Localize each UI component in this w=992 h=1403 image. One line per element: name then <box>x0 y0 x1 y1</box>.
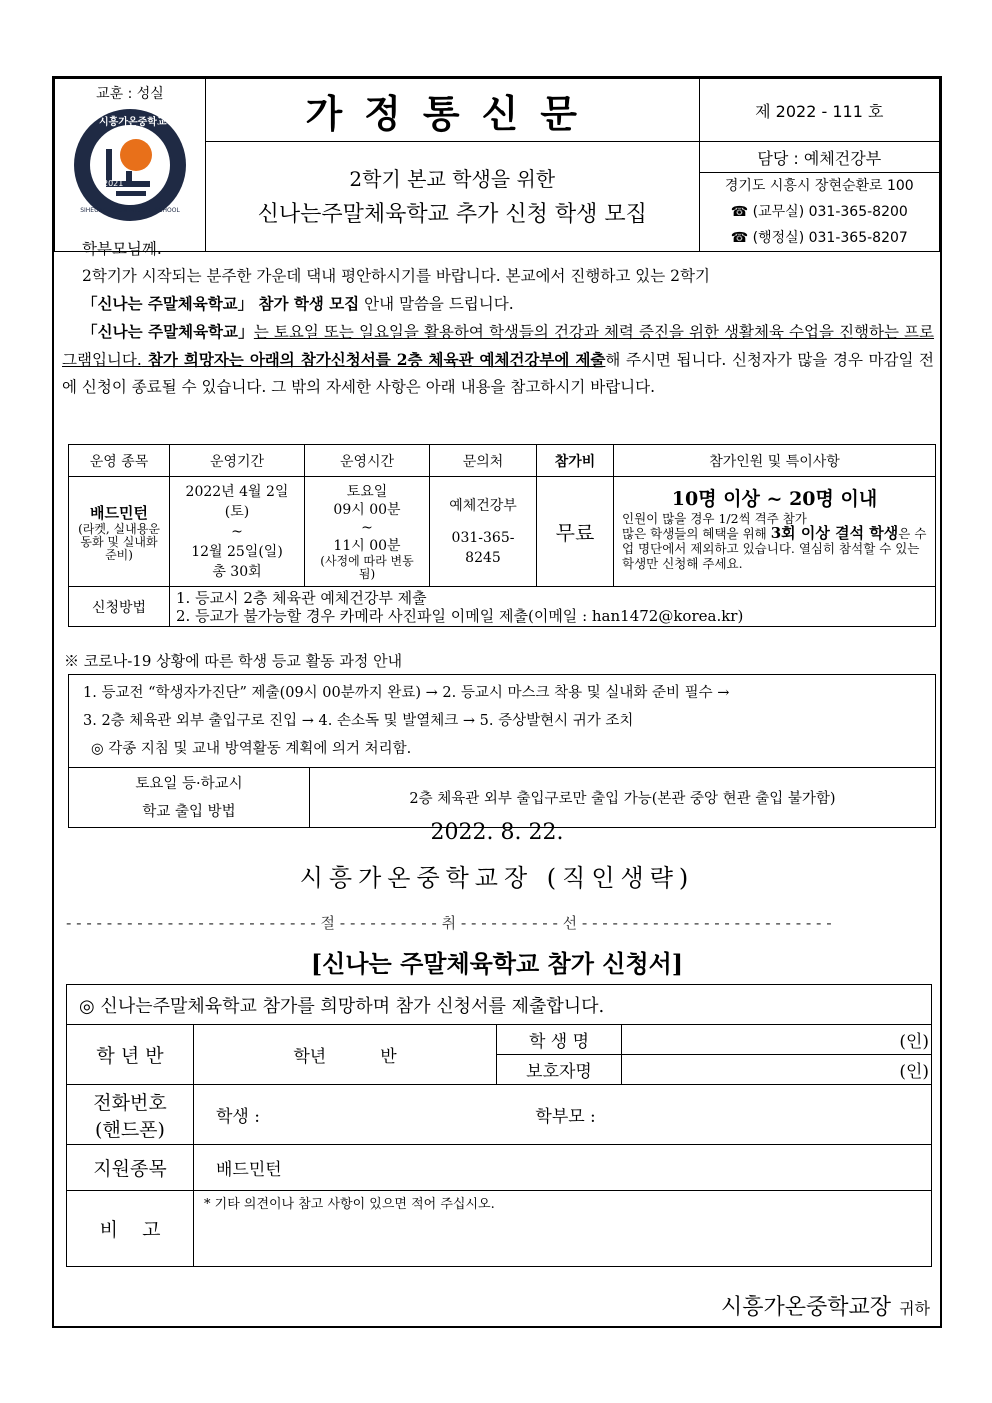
program-description: 는 토요일 또는 일요일을 활용하여 학생들의 건강과 체력 증진을 위한 생활체육 수업을 진행하는 프로그램입니다. <box>62 323 935 369</box>
student-name-label: 학 생 명 <box>497 1025 622 1055</box>
fee-value: 무료 <box>537 477 614 587</box>
header-fee: 참가비 <box>537 445 614 477</box>
apply-methods <box>170 587 936 627</box>
program-name-bold: 「신나는 주말체육학교」 참가 학생 모집 <box>82 294 360 313</box>
principal-signature: 시흥가온중학교장 (직인생략) <box>299 864 695 892</box>
subtitle-line-1: 2학기 본교 학생을 위한 <box>349 166 556 191</box>
route-label-2: 학교 출입 방법 <box>142 803 236 820</box>
form-intro: ◎ 신나는주말체육학교 참가를 희망하며 참가 신청서를 제출합니다. <box>67 985 932 1025</box>
greeting: 학부모님께. <box>82 240 162 258</box>
apply-label: 신청방법 <box>69 587 170 627</box>
period-end: 12월 25일(일) <box>191 543 283 560</box>
header-period: 운영기간 <box>170 445 305 477</box>
period-tilde: ~ <box>231 523 243 540</box>
phone-parent-label: 학부모 : <box>535 1107 596 1127</box>
phone-label: 전화번호 (핸드폰) <box>67 1085 194 1145</box>
notes-cell <box>614 477 936 587</box>
student-name-input[interactable]: (인) <box>622 1025 932 1055</box>
parent-name-label: 보호자명 <box>497 1055 622 1085</box>
school-motto: 교훈 : 성실 <box>96 86 164 102</box>
submission-instruction: 참가 희망자는 아래의 참가신청서를 2층 체육관 예체건강부에 제출 <box>141 350 606 369</box>
time-note: (사정에 따라 변동됨) <box>320 553 414 581</box>
header-sport: 운영 종목 <box>69 445 170 477</box>
time-tilde: ~ <box>361 519 373 536</box>
closing-recipient: 시흥가온중학교장 <box>721 1295 892 1320</box>
sport-cell <box>69 477 170 587</box>
phone-inputs[interactable] <box>194 1085 932 1145</box>
note-b-text: 많은 학생들의 혜택을 위해 <box>622 526 771 541</box>
note-c-text: 은 수업 명단에서 제외하고 있습니다. 열심히 참석할 수 있는 학생만 신청해 주세요. <box>622 526 927 571</box>
sport-note: (라켓, 실내용운동화 및 실내화 준비) <box>78 521 160 562</box>
remark-label: 비 고 <box>67 1191 194 1267</box>
cut-line: - - - - - - - - - - - - - - - - - - - - - - - - - 절 - - - - - - - - - - 취 - - - - - - - - - - 선 - - - - - - - - - - - - - - - - - - - - - - - - - <box>66 914 832 932</box>
capacity: 10명 이상 ~ 20명 이내 <box>671 488 878 510</box>
subtitle-cell <box>205 142 699 252</box>
grade-input[interactable]: 학년 반 <box>194 1025 497 1085</box>
note-b <box>622 526 927 571</box>
letter-body <box>62 236 934 401</box>
program-name-bold-2: 「신나는 주말체육학교」 <box>82 322 254 341</box>
logo-english-text: SIHEUNG GAON MIDDLE SCHOOL <box>80 207 180 214</box>
subtitle-line-2: 신나는주말체육학교 추가 신청 학생 모집 <box>257 201 647 227</box>
logo-text: 시흥가온중학교 <box>99 117 167 128</box>
school-address: 경기도 시흥시 장현순환로 100 <box>724 178 914 194</box>
time-cell <box>305 477 430 587</box>
route-label <box>69 768 310 828</box>
phone-office: ☎ (교무실) 031-365-8200 <box>730 204 908 220</box>
time-end: 11시 00분 <box>333 537 401 554</box>
application-form <box>66 984 932 1267</box>
contact-cell-info <box>430 477 537 587</box>
covid-note: ※ 코로나-19 상황에 따른 학생 등교 활동 과정 안내 <box>64 652 403 670</box>
manager-label: 담당 : 예체건강부 <box>699 142 939 173</box>
period-total: 총 30회 <box>212 563 262 580</box>
header-time: 운영시간 <box>305 445 430 477</box>
note-a: 인원이 많을 경우 1/2씩 격주 참가 <box>622 511 807 526</box>
period-cell <box>170 477 305 587</box>
sport-value[interactable]: 배드민턴 <box>194 1145 932 1191</box>
closing-line <box>721 1290 930 1321</box>
paragraph-2-rest: 해 주시면 됩니다. 신청자가 많을 경우 마감일 전에 신청이 종료될 수 있습니다. 그 밖의 자세한 사항은 아래 내용을 참고하시기 바랍니다. <box>62 351 935 396</box>
paragraph-1 <box>62 263 934 290</box>
remark-input[interactable]: * 기타 의견이나 참고 사항이 있으면 적어 주십시오. <box>194 1191 932 1267</box>
contact-dept: 예체건강부 <box>449 497 517 514</box>
form-title: [신나는 주말체육학교 참가 신청서] <box>310 949 684 978</box>
logo-year: 2021 <box>103 179 124 188</box>
route-label-1: 토요일 등·하교시 <box>135 775 243 792</box>
paragraph-1b-text: 안내 말씀을 드립니다. <box>359 295 514 313</box>
apply-method-2: 2. 등교가 불가능할 경우 카메라 사진파일 이메일 제출(이메일 : han1472@korea.kr) <box>176 606 744 625</box>
paragraph-1b <box>62 290 934 318</box>
absence-rule: 3회 이상 결석 학생 <box>770 524 899 542</box>
header-notes: 참가인원 및 특이사항 <box>614 445 936 477</box>
grade-label: 학 년 반 <box>67 1025 194 1085</box>
issue-date: 2022. 8. 22. <box>430 820 564 845</box>
paragraph-2 <box>62 318 934 401</box>
covid-table <box>68 674 936 828</box>
program-info-table <box>68 444 936 627</box>
letter-header <box>54 78 940 252</box>
header-contact: 문의처 <box>430 445 537 477</box>
apply-method-1: 1. 등교시 2층 체육관 예체건강부 제출 <box>176 588 427 607</box>
time-start: 09시 00분 <box>333 501 401 518</box>
document-frame <box>52 76 942 1328</box>
period-start: 2022년 4월 2일(토) <box>185 483 289 520</box>
route-value: 2층 체육관 외부 출입구로만 출입 가능(본관 중앙 현관 출입 불가함) <box>310 768 936 828</box>
covid-line-2: 3. 2층 체육관 외부 출입구로 진입 → 4. 손소독 및 발열체크 → 5. 증상발현시 귀가 조치 <box>83 713 634 729</box>
document-number: 제 2022 - 111 호 <box>699 79 939 142</box>
paragraph-1-text: 2학기가 시작되는 분주한 가운데 댁내 평안하시기를 바랍니다. 본교에서 진행하고 있는 2학기 <box>82 267 710 285</box>
covid-line-3: ◎ 각종 지침 및 교내 방역활동 계획에 의거 처리함. <box>91 741 412 757</box>
closing-suffix: 귀하 <box>899 1299 930 1318</box>
page-title: 가정통신문 <box>205 79 699 142</box>
sport-name: 배드민턴 <box>90 503 148 522</box>
phone-admin: ☎ (행정실) 031-365-8207 <box>730 230 908 246</box>
school-logo-cell <box>55 79 206 252</box>
covid-line-1: 1. 등교전 “학생자가진단” 제출(09시 00분까지 완료) → 2. 등교시 마스크 착용 및 실내화 준비 필수 → <box>83 685 730 701</box>
time-day: 토요일 <box>346 483 388 500</box>
phone-student-label: 학생 : <box>216 1107 260 1127</box>
sport-label: 지원종목 <box>67 1145 194 1191</box>
contact-phone: 031-365-8245 <box>451 529 515 566</box>
covid-steps <box>69 675 936 768</box>
parent-name-input[interactable]: (인) <box>622 1055 932 1085</box>
